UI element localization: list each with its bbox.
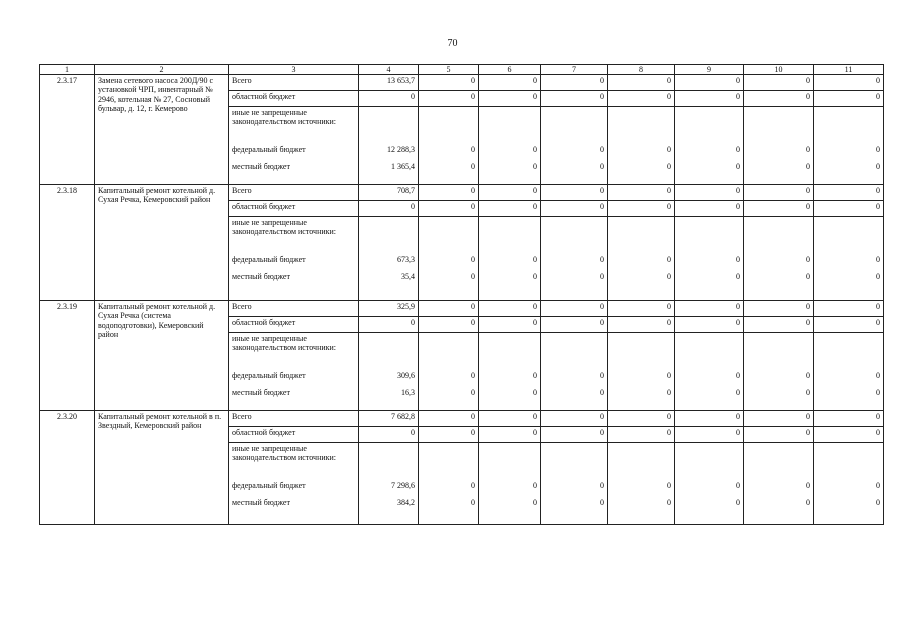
project-name: Капитальный ремонт котельной в п. Звездный, Кемеровский район: [95, 411, 229, 525]
project-code: 2.3.19: [40, 301, 95, 411]
value-cell: 0: [419, 317, 479, 333]
source-label-other: иные не запрещенные законодательством источники:: [232, 444, 337, 463]
value-cell: 0: [814, 301, 884, 317]
source-label-local: местный бюджет: [232, 498, 290, 508]
value-cell: 13 653,7: [359, 75, 419, 91]
local-value: 0: [876, 388, 880, 398]
source-label-federal: федеральный бюджет: [232, 481, 306, 491]
value-cell-group: [814, 443, 884, 525]
federal-value: 0: [876, 371, 880, 381]
federal-value: 0: [806, 371, 810, 381]
column-header: 3: [229, 65, 359, 75]
value-cell: 0: [419, 75, 479, 91]
value-cell-group: [419, 217, 479, 301]
value-cell-group: [814, 333, 884, 411]
local-value: 0: [471, 498, 475, 508]
value-cell: 0: [675, 75, 744, 91]
source-label-other: иные не запрещенные законодательством источники:: [232, 108, 337, 127]
federal-value: 0: [667, 371, 671, 381]
federal-value: 0: [471, 255, 475, 265]
local-value: 0: [600, 498, 604, 508]
source-label-federal: федеральный бюджет: [232, 145, 306, 155]
local-value: 0: [876, 272, 880, 282]
value-cell-group: [359, 333, 419, 411]
value-cell-group: [359, 107, 419, 185]
federal-value: 0: [533, 255, 537, 265]
project-total-row: [40, 411, 884, 427]
value-cell: 0: [744, 301, 814, 317]
value-cell: 0: [608, 411, 675, 427]
federal-value: 0: [471, 481, 475, 491]
value-cell: 0: [608, 301, 675, 317]
value-cell: 0: [744, 427, 814, 443]
source-label-group: [229, 107, 359, 185]
source-label-regional: областной бюджет: [229, 91, 359, 107]
column-header: 6: [479, 65, 541, 75]
source-label-total: Всего: [229, 185, 359, 201]
value-cell: 0: [744, 91, 814, 107]
local-value: 0: [533, 498, 537, 508]
federal-value: 12 288,3: [387, 145, 415, 155]
local-value: 0: [736, 498, 740, 508]
column-header: 10: [744, 65, 814, 75]
source-label-other: иные не запрещенные законодательством источники:: [232, 218, 337, 237]
local-value: 0: [667, 498, 671, 508]
value-cell: 0: [814, 427, 884, 443]
federal-value: 0: [806, 255, 810, 265]
federal-value: 0: [667, 145, 671, 155]
value-cell: 0: [359, 427, 419, 443]
local-value: 0: [533, 272, 537, 282]
value-cell: 0: [479, 411, 541, 427]
federal-value: 0: [736, 255, 740, 265]
local-value: 0: [667, 272, 671, 282]
value-cell: 0: [419, 411, 479, 427]
project-name: Замена сетевого насоса 200Д/90 с установкой ЧРП, инвентарный № 2946, котельная № 27, Сосновый бульвар, д. 12, г. Кемерово: [95, 75, 229, 185]
value-cell: 325,9: [359, 301, 419, 317]
source-label-total: Всего: [229, 301, 359, 317]
local-value: 0: [736, 272, 740, 282]
source-label-group: [229, 217, 359, 301]
value-cell: 0: [814, 411, 884, 427]
local-value: 0: [471, 272, 475, 282]
value-cell: 0: [814, 75, 884, 91]
value-cell: 0: [744, 411, 814, 427]
source-label-federal: федеральный бюджет: [232, 255, 306, 265]
value-cell: 0: [359, 91, 419, 107]
federal-value: 0: [600, 481, 604, 491]
column-header: 5: [419, 65, 479, 75]
local-value: 0: [667, 388, 671, 398]
federal-value: 0: [600, 145, 604, 155]
column-header: 9: [675, 65, 744, 75]
value-cell: 0: [479, 75, 541, 91]
value-cell: 0: [479, 317, 541, 333]
federal-value: 0: [600, 371, 604, 381]
value-cell-group: [541, 217, 608, 301]
value-cell-group: [419, 333, 479, 411]
value-cell: 0: [479, 427, 541, 443]
local-value: 1 365,4: [391, 162, 415, 172]
project-name: Капитальный ремонт котельной д. Сухая Речка (система водоподготовки), Кемеровский район: [95, 301, 229, 411]
local-value: 35,4: [401, 272, 415, 282]
local-value: 0: [533, 162, 537, 172]
value-cell-group: [675, 443, 744, 525]
federal-value: 0: [806, 481, 810, 491]
value-cell: 0: [675, 427, 744, 443]
value-cell: 0: [541, 411, 608, 427]
federal-value: 0: [533, 481, 537, 491]
source-label-regional: областной бюджет: [229, 317, 359, 333]
value-cell-group: [541, 333, 608, 411]
local-value: 0: [600, 272, 604, 282]
source-label-regional: областной бюджет: [229, 427, 359, 443]
federal-value: 0: [736, 145, 740, 155]
value-cell: 0: [419, 301, 479, 317]
value-cell: 0: [608, 75, 675, 91]
value-cell: 0: [479, 201, 541, 217]
federal-value: 673,3: [397, 255, 415, 265]
local-value: 0: [600, 388, 604, 398]
value-cell: 0: [814, 185, 884, 201]
value-cell-group: [675, 217, 744, 301]
value-cell: 0: [608, 201, 675, 217]
local-value: 0: [736, 162, 740, 172]
value-cell-group: [479, 217, 541, 301]
value-cell-group: [608, 107, 675, 185]
value-cell: 0: [608, 427, 675, 443]
value-cell: 0: [541, 317, 608, 333]
project-code: 2.3.17: [40, 75, 95, 185]
project-code: 2.3.20: [40, 411, 95, 525]
value-cell: 0: [608, 91, 675, 107]
value-cell-group: [419, 443, 479, 525]
project-name: Капитальный ремонт котельной д. Сухая Речка, Кемеровский район: [95, 185, 229, 301]
column-header: 1: [40, 65, 95, 75]
page-number: 70: [447, 38, 458, 49]
value-cell-group: [479, 443, 541, 525]
project-total-row: [40, 75, 884, 91]
source-label-total: Всего: [229, 75, 359, 91]
header-row: [40, 65, 884, 75]
value-cell-group: [608, 333, 675, 411]
value-cell-group: [675, 107, 744, 185]
value-cell-group: [359, 217, 419, 301]
value-cell: 0: [541, 185, 608, 201]
value-cell-group: [744, 217, 814, 301]
federal-value: 0: [876, 255, 880, 265]
value-cell: 708,7: [359, 185, 419, 201]
local-value: 0: [533, 388, 537, 398]
source-label-group: [229, 443, 359, 525]
value-cell: 0: [479, 301, 541, 317]
value-cell-group: [608, 217, 675, 301]
column-header: 8: [608, 65, 675, 75]
value-cell-group: [419, 107, 479, 185]
value-cell: 0: [744, 75, 814, 91]
federal-value: 0: [471, 145, 475, 155]
local-value: 0: [806, 272, 810, 282]
value-cell: 0: [479, 185, 541, 201]
budget-table: [39, 64, 884, 525]
source-label-other: иные не запрещенные законодательством источники:: [232, 334, 337, 353]
source-label-regional: областной бюджет: [229, 201, 359, 217]
value-cell: 0: [814, 91, 884, 107]
source-label-total: Всего: [229, 411, 359, 427]
value-cell: 7 682,8: [359, 411, 419, 427]
column-header: 7: [541, 65, 608, 75]
federal-value: 0: [876, 481, 880, 491]
value-cell: 0: [675, 301, 744, 317]
value-cell-group: [479, 107, 541, 185]
value-cell: 0: [541, 301, 608, 317]
federal-value: 0: [533, 371, 537, 381]
value-cell: 0: [675, 185, 744, 201]
column-header: 2: [95, 65, 229, 75]
project-total-row: [40, 301, 884, 317]
value-cell-group: [608, 443, 675, 525]
value-cell: 0: [744, 185, 814, 201]
value-cell-group: [359, 443, 419, 525]
local-value: 0: [806, 388, 810, 398]
value-cell: 0: [814, 317, 884, 333]
value-cell: 0: [608, 185, 675, 201]
local-value: 0: [806, 498, 810, 508]
value-cell-group: [814, 107, 884, 185]
value-cell: 0: [814, 201, 884, 217]
value-cell: 0: [359, 317, 419, 333]
value-cell-group: [744, 443, 814, 525]
value-cell: 0: [744, 317, 814, 333]
local-value: 16,3: [401, 388, 415, 398]
federal-value: 0: [471, 371, 475, 381]
local-value: 384,2: [397, 498, 415, 508]
value-cell: 0: [675, 317, 744, 333]
federal-value: 7 298,6: [391, 481, 415, 491]
value-cell: 0: [608, 317, 675, 333]
value-cell: 0: [419, 91, 479, 107]
source-label-local: местный бюджет: [232, 388, 290, 398]
value-cell: 0: [479, 91, 541, 107]
column-header: 11: [814, 65, 884, 75]
local-value: 0: [876, 162, 880, 172]
value-cell-group: [541, 443, 608, 525]
value-cell: 0: [675, 201, 744, 217]
value-cell-group: [744, 333, 814, 411]
value-cell: 0: [541, 427, 608, 443]
local-value: 0: [876, 498, 880, 508]
local-value: 0: [667, 162, 671, 172]
source-label-local: местный бюджет: [232, 162, 290, 172]
federal-value: 0: [533, 145, 537, 155]
value-cell-group: [814, 217, 884, 301]
local-value: 0: [471, 162, 475, 172]
source-label-group: [229, 333, 359, 411]
value-cell: 0: [541, 91, 608, 107]
value-cell-group: [744, 107, 814, 185]
value-cell: 0: [675, 91, 744, 107]
federal-value: 0: [876, 145, 880, 155]
federal-value: 0: [736, 371, 740, 381]
federal-value: 0: [667, 255, 671, 265]
value-cell: 0: [419, 427, 479, 443]
value-cell: 0: [419, 201, 479, 217]
value-cell: 0: [419, 185, 479, 201]
federal-value: 0: [600, 255, 604, 265]
value-cell-group: [541, 107, 608, 185]
source-label-local: местный бюджет: [232, 272, 290, 282]
federal-value: 0: [667, 481, 671, 491]
federal-value: 0: [806, 145, 810, 155]
source-label-federal: федеральный бюджет: [232, 371, 306, 381]
local-value: 0: [806, 162, 810, 172]
value-cell: 0: [541, 75, 608, 91]
value-cell: 0: [675, 411, 744, 427]
value-cell-group: [479, 333, 541, 411]
value-cell: 0: [744, 201, 814, 217]
federal-value: 309,6: [397, 371, 415, 381]
project-total-row: [40, 185, 884, 201]
federal-value: 0: [736, 481, 740, 491]
project-code: 2.3.18: [40, 185, 95, 301]
column-header: 4: [359, 65, 419, 75]
value-cell: 0: [541, 201, 608, 217]
value-cell-group: [675, 333, 744, 411]
value-cell: 0: [359, 201, 419, 217]
local-value: 0: [736, 388, 740, 398]
local-value: 0: [600, 162, 604, 172]
local-value: 0: [471, 388, 475, 398]
